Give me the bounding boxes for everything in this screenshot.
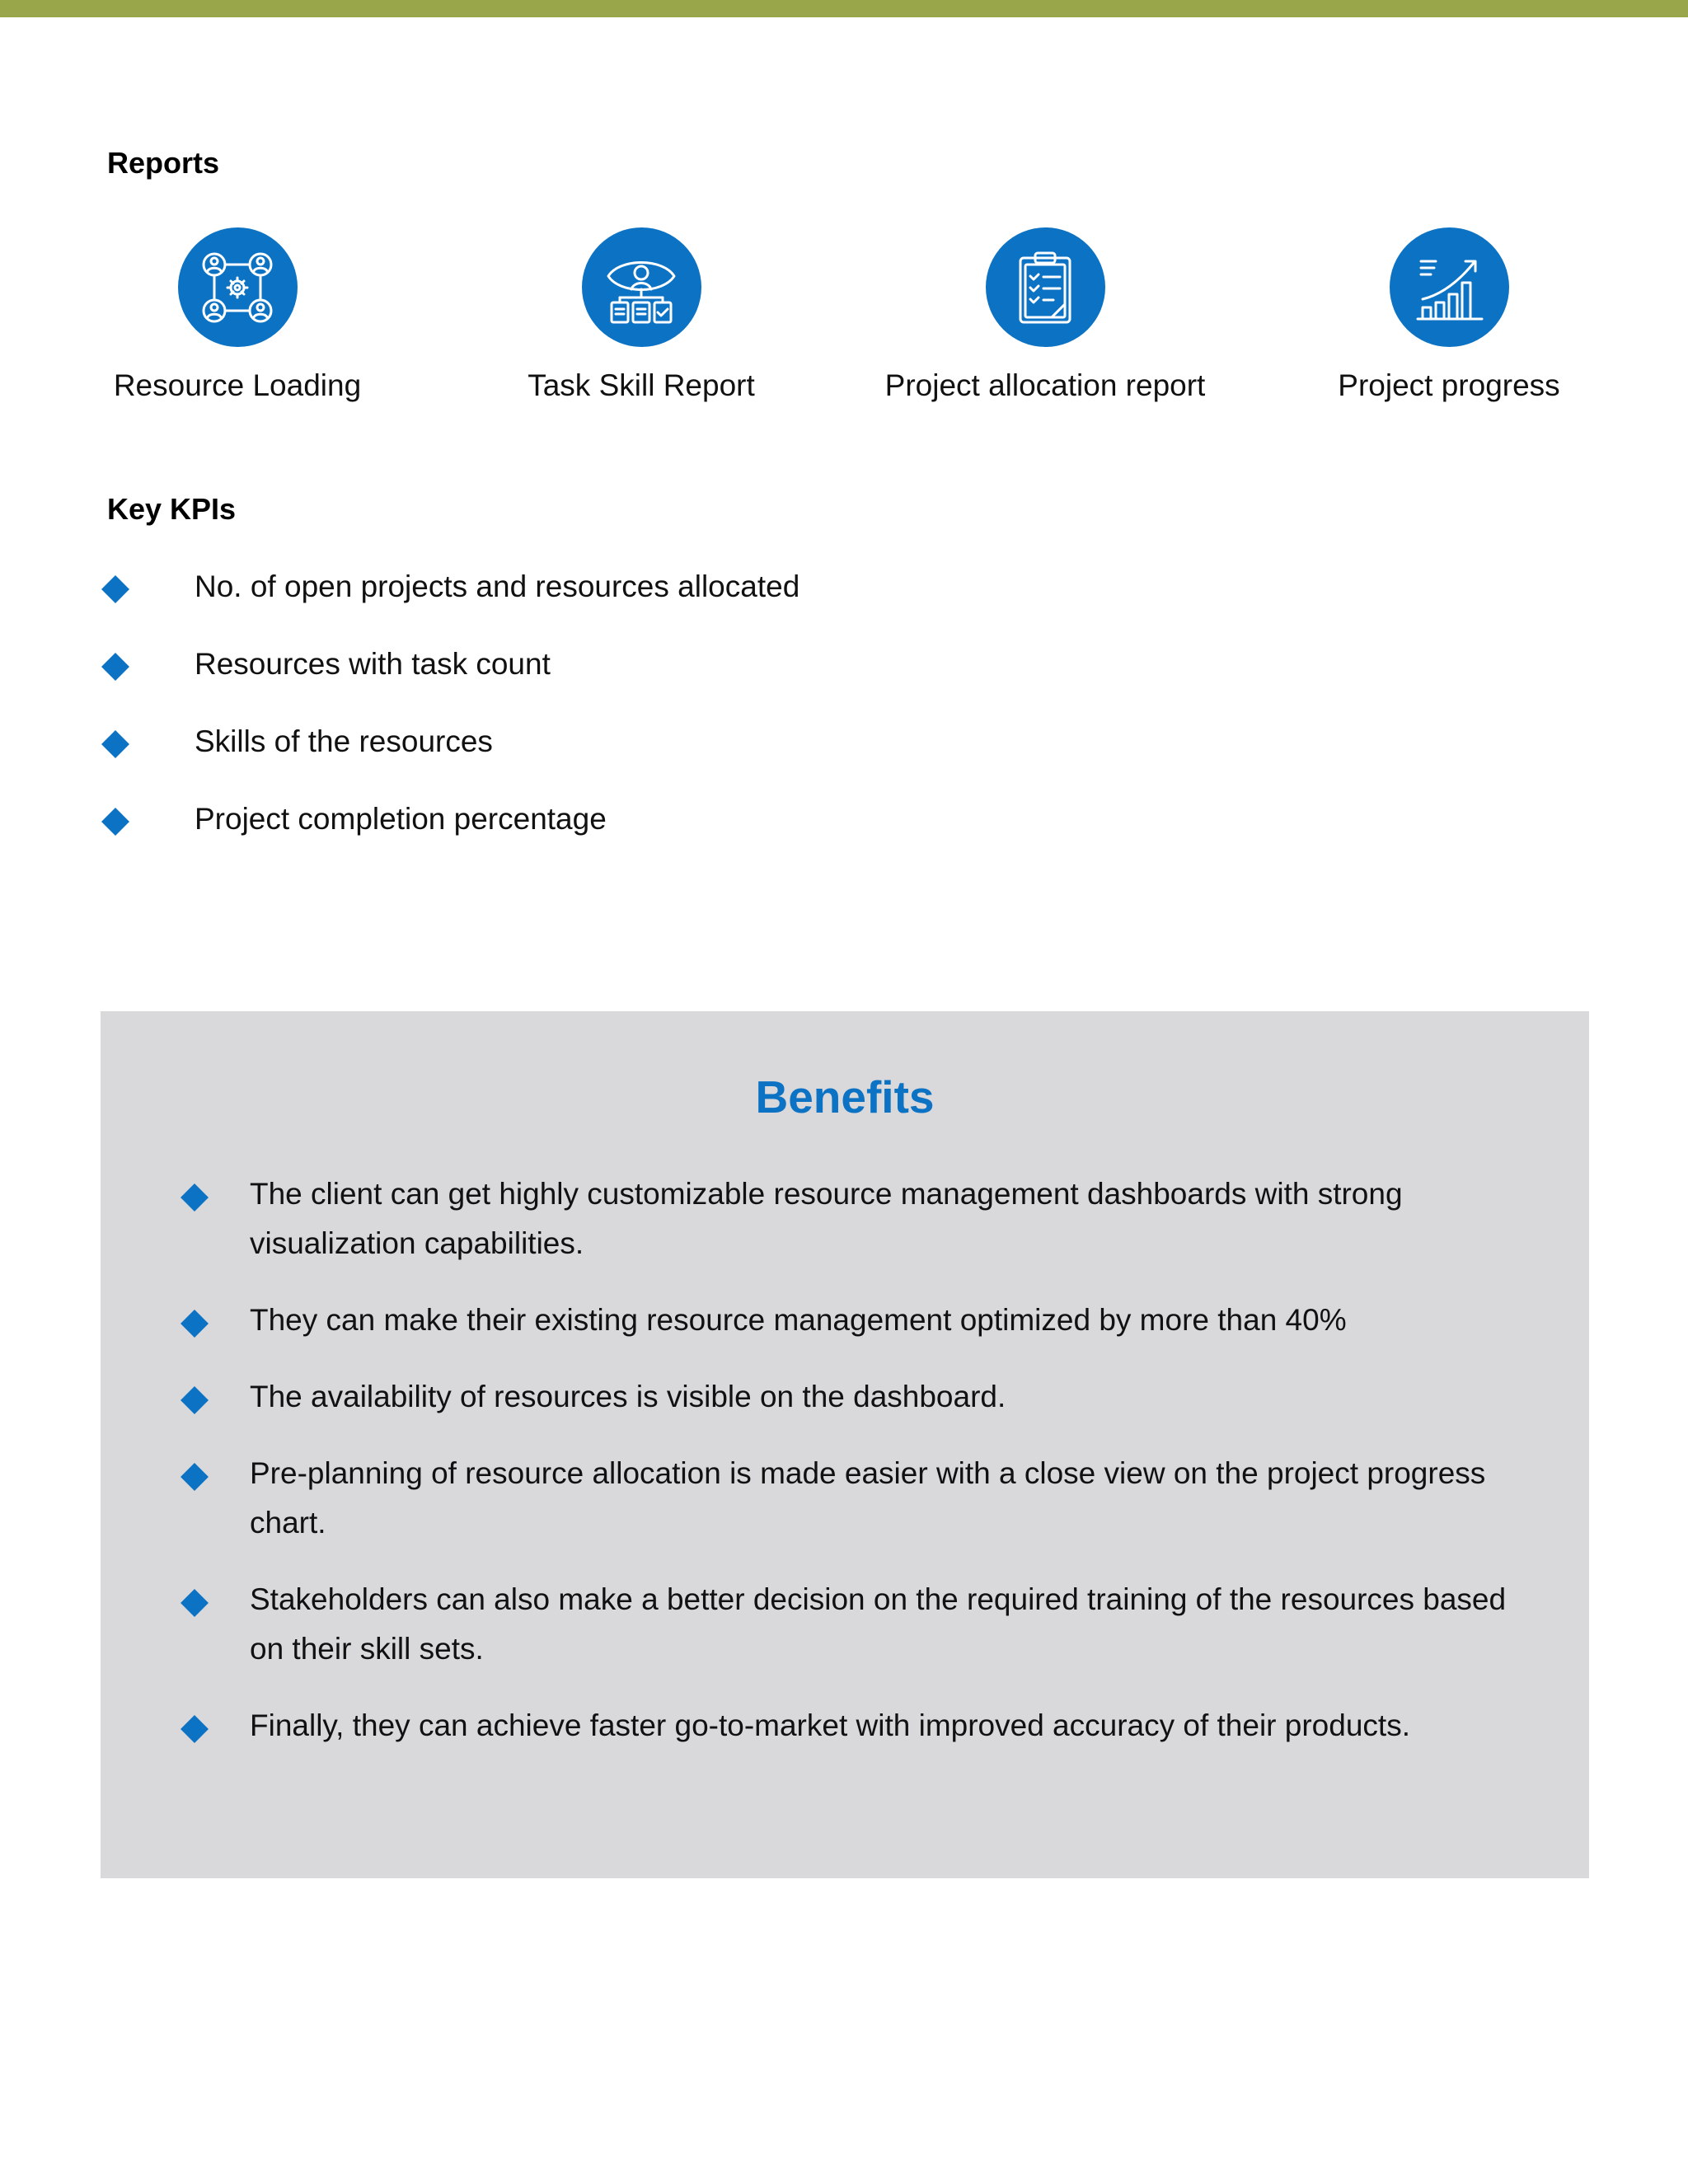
report-label: Project progress [1338, 368, 1560, 402]
diamond-bullet-icon [181, 1310, 209, 1338]
report-label: Task Skill Report [528, 368, 755, 402]
kpi-text: No. of open projects and resources allocated [195, 569, 800, 603]
kpi-text: Project completion percentage [195, 802, 607, 836]
list-item [175, 1575, 1559, 1674]
list-item [101, 644, 1090, 722]
diamond-bullet-icon [181, 1463, 209, 1491]
report-item-project-allocation [856, 227, 1235, 403]
benefit-text: Pre-planning of resource allocation is made easier with a close view on the project progress chart. [250, 1456, 1486, 1540]
diamond-bullet-icon [101, 730, 129, 758]
list-item [175, 1449, 1559, 1548]
benefit-text: The client can get highly customizable resource management dashboards with strong visualization capabilities. [250, 1177, 1403, 1260]
diamond-bullet-icon [101, 808, 129, 836]
key-kpis-heading: Key KPIs [107, 492, 237, 526]
report-item-resource-loading [48, 227, 427, 403]
diamond-bullet-icon [181, 1715, 209, 1743]
report-item-project-progress [1259, 227, 1639, 403]
report-label: Project allocation report [884, 368, 1206, 402]
list-item [175, 1372, 1559, 1422]
benefit-text: Stakeholders can also make a better decision on the required training of the resources based on their skill sets. [250, 1582, 1507, 1666]
benefit-text: They can make their existing resource management optimized by more than 40% [250, 1303, 1347, 1337]
reports-heading: Reports [107, 146, 220, 180]
benefits-list [175, 1169, 1559, 1778]
diamond-bullet-icon [101, 575, 129, 603]
diamond-bullet-icon [181, 1183, 209, 1212]
benefits-title: Benefits [755, 1071, 935, 1122]
clipboard-checklist-icon [986, 227, 1105, 347]
eye-people-skills-icon [582, 227, 701, 347]
list-item [175, 1169, 1559, 1268]
kpi-list [101, 567, 1090, 877]
benefit-text: Finally, they can achieve faster go-to-market with improved accuracy of their products. [250, 1708, 1410, 1742]
list-item [175, 1701, 1559, 1750]
list-item [175, 1296, 1559, 1345]
diamond-bullet-icon [101, 653, 129, 681]
list-item [101, 567, 1090, 644]
bar-chart-growth-icon [1390, 227, 1509, 347]
kpi-text: Resources with task count [195, 647, 551, 681]
list-item [101, 722, 1090, 799]
kpi-text: Skills of the resources [195, 724, 493, 758]
team-network-gear-icon [178, 227, 298, 347]
list-item [101, 799, 1090, 877]
benefits-panel [101, 1011, 1589, 1878]
diamond-bullet-icon [181, 1386, 209, 1414]
benefit-text: The availability of resources is visible on the dashboard. [250, 1380, 1006, 1413]
report-item-task-skill [452, 227, 831, 403]
diamond-bullet-icon [181, 1589, 209, 1617]
top-accent-bar [0, 0, 1688, 17]
report-label: Resource Loading [113, 368, 362, 402]
